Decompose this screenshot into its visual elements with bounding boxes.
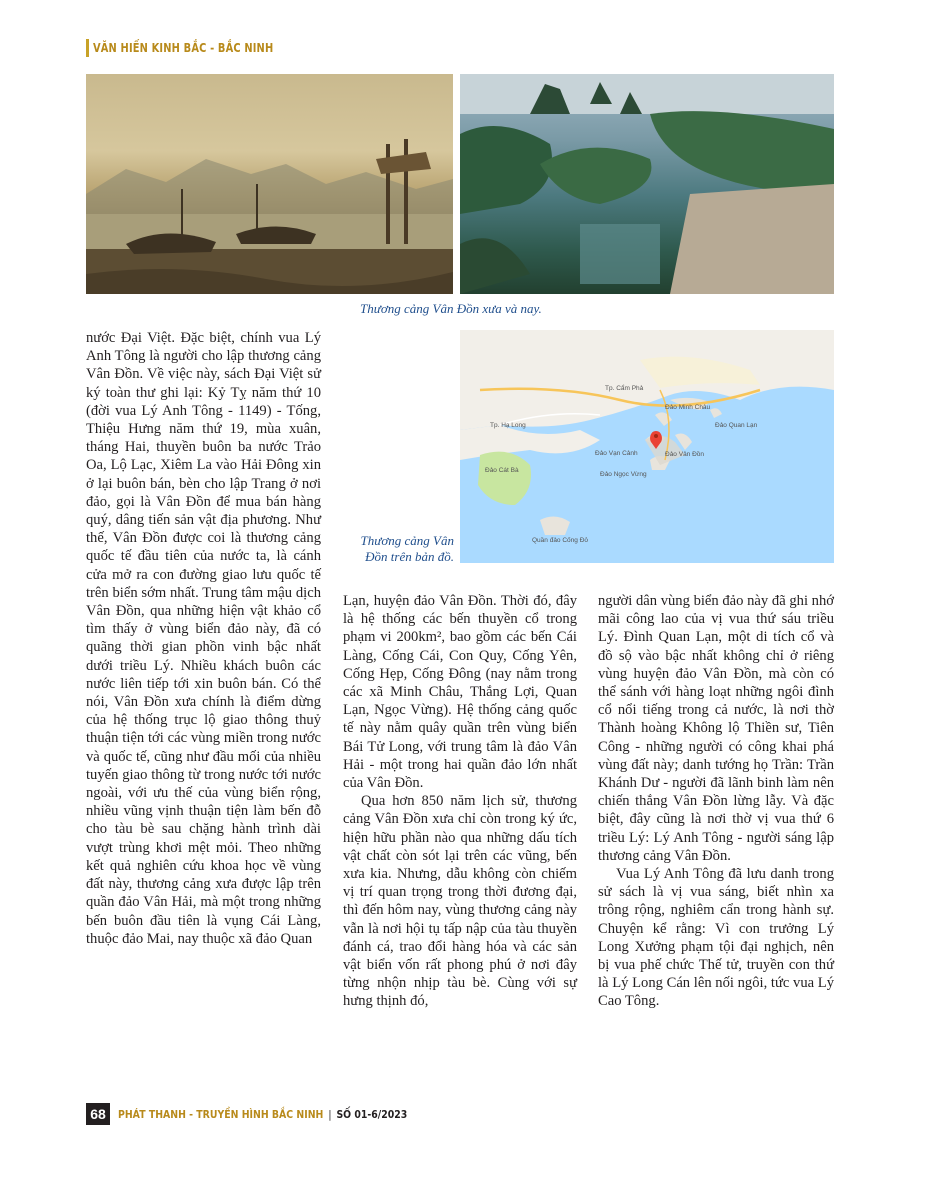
historical-harbor-painting [86, 74, 453, 294]
issue-number: SỐ 01-6/2023 [336, 1107, 408, 1121]
map-label-ngoc-vung: Đảo Ngọc Vừng [600, 471, 647, 478]
footer-separator: | [328, 1107, 332, 1121]
map-label-cong-do: Quần đảo Cống Đỏ [532, 537, 589, 544]
map-label-cat-ba: Đảo Cát Bà [485, 467, 519, 474]
article-column-2 [343, 592, 577, 1011]
page-header [86, 38, 313, 58]
header-accent-bar [86, 39, 89, 57]
paragraph: người dân vùng biển đảo này đã ghi nhớ mãi công lao của vị vua thứ sáu triều Lý. Đình Quan Lạn, một di tích cổ và đồ sộ vào bậc nhất không chỉ ở riêng vùng huyện đảo Vân Đồn, mà còn có thể sánh với hàng loạt những ngôi đình cổ nổi tiếng trong cả nước, là nơi thờ Thành hoàng Không lộ Thiền sư, Tiên Công - những người có công khai phá vùng đất này; danh tướng họ Trần: Trần Khánh Dư - người đã lãnh binh làm nên chiến thắng Vân Đồn lừng lẫy. Và đặc biệt, đây cũng là nơi thờ vị vua thứ 6 triều Lý: Lý Anh Tông - người sáng lập thương cảng Vân Đồn. [598, 593, 834, 864]
paragraph: nước Đại Việt. Đặc biệt, chính vua Lý Anh Tông là người cho lập thương cảng Vân Đồn. Về việc này, sách Đại Việt sử ký toàn thư ghi lại: Kỷ Tỵ năm thứ 10 (đời vua Lý Anh Tông - 1149) - Tống, Thiệu Hưng năm thứ 19, mùa xuân, tháng Hai, thuyền buôn ba nước Trảo Oa, Lộ Lạc, Xiêm La vào Hải Đông xin ở lại buôn bán, bèn cho lập Trang ở nơi đảo, gọi là Vân Đồn để mua bán hàng quý, dâng tiến sản vật địa phương. Như thế, Vân Đồn được coi là thương cảng quốc tế đầu tiên của nước ta, là cánh cửa mở ra con đường giao lưu quốc tế trên biển sớm nhất. Trung tâm mậu dịch Vân Đồn, qua những hiện vật khảo cổ tìm thấy ở vùng biển đảo này, đã có quãng thời gian phồn vinh bậc nhất dưới triều Lý. Nhiều khách buôn các nước liên tiếp tới xin buôn bán. Có thể nói, Vân Đồn xưa chính là điểm dừng của hệ thống trục lộ giao thông thuỷ thuận tiện tới các vùng miền trong nước và quốc tế, cũng như đầu mối của nhiều tuyến giao thông từ trong nước tới nước ngoài, với ưu thế của vùng biển rộng, nhiều vũng vịnh thuận tiện làm bến đỗ cho tàu bè sau chặng hành trình dài vượt trùng khơi mệt mỏi. Theo những kết quả nghiên cứu khoa học về vùng đất này, thương cảng xưa được lập trên quần đảo Vân Hải, mà một trong những bến buôn đầu tiên là vụng Cái Làng, thuộc đảo Mai, nay thuộc xã đảo Quan [86, 330, 321, 947]
modern-harbor-aerial-photo [460, 74, 834, 294]
map-label-quan-lan: Đảo Quan Lạn [715, 422, 758, 429]
article-column-3 [598, 592, 834, 1011]
article-column-1 [86, 329, 321, 948]
paragraph: Lạn, huyện đảo Vân Đồn. Thời đó, đây là hệ thống các bến thuyền cổ trong phạm vi 200km², bao gồm các bến Cái Làng, Cống Cái, Con Quy, Cống Yên, Cống Hẹp, Cống Đông (nay nằm trong các xã Minh Châu, Thắng Lợi, Quan Lạn, Ngọc Vừng). Hệ thống cảng quốc tế này nằm quây quần trên vùng biển Bái Tử Long, với trung tâm là đảo Vân Hải - một trong hai quần đảo lớn nhất của Vân Đồn. [343, 593, 577, 792]
paragraph: Qua hơn 850 năm lịch sử, thương cảng Vân Đồn xưa chỉ còn trong ký ức, hiện hữu phần nào qua những dấu tích vật chất còn sót lại trên các vũng, bến xưa kia. Nhưng, dẫu không còn chiếm vị trí quan trọng trong thời đương đại, thì đến hôm nay, vùng thương cảng này vẫn là nơi hội tụ tấp nập của tàu thuyền đánh cá, trao đổi hàng hóa và các sản vật biển vốn rất phong phú ở nơi đây từng nhộn nhịp tàu bè. Cùng với sự hưng thịnh đó, [343, 793, 577, 1010]
van-don-location-map [460, 330, 834, 563]
paragraph: Vua Lý Anh Tông đã lưu danh trong sử sách là vị vua sáng, biết nhìn xa trông rộng, nghiêm cẩn trong hành sự. Chuyện kể rằng: Vì con trưởng Lý Long Xưởng phạm tội đại nghịch, nên bị vua phế chức Thế tử, truyền con thứ là Lý Long Cán lên nối ngôi, tức vua Lý Cao Tông. [598, 866, 834, 1010]
publication-line [118, 1108, 407, 1121]
section-title: VĂN HIẾN KINH BẮC - BẮC NINH [93, 41, 274, 55]
photo-caption: Thương cảng Vân Đồn xưa và nay. [360, 301, 542, 316]
map-label-ha-long: Tp. Hạ Long [490, 422, 526, 429]
page-footer [86, 1102, 458, 1126]
map-label-minh-chau: Đảo Minh Châu [665, 404, 711, 411]
publication-name: PHÁT THANH - TRUYỀN HÌNH BẮC NINH [118, 1107, 324, 1121]
page-number: 68 [86, 1103, 110, 1125]
map-caption: Thương cảng Vân Đồn trên bản đồ. [360, 533, 454, 564]
map-label-cam-pha: Tp. Cẩm Phả [605, 385, 644, 392]
map-label-van-canh: Đảo Vạn Cảnh [595, 450, 638, 457]
map-label-van-don: Đảo Vân Đồn [665, 451, 705, 458]
